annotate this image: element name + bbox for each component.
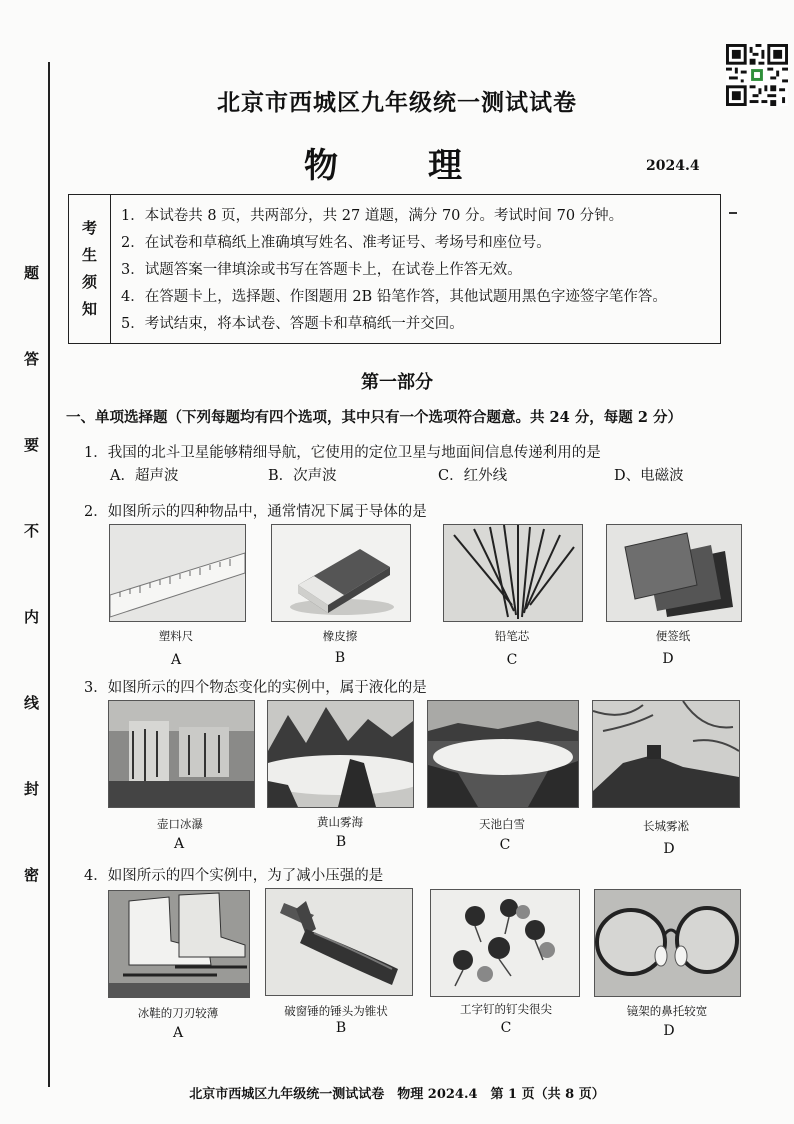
- margin-char: 要: [24, 436, 40, 454]
- caption-3a: 壶口冰瀑: [157, 817, 203, 831]
- caption-3c: 天池白雪: [479, 817, 525, 831]
- caption-2b: 橡皮擦: [322, 629, 358, 643]
- letter-3d: D: [663, 841, 675, 857]
- sea-of-clouds-photo: [267, 700, 414, 808]
- tianchi-snow-photo: [427, 700, 579, 808]
- option-d: D、电磁波: [614, 468, 684, 484]
- caption-2a: 塑料尺: [158, 629, 194, 643]
- margin-char: 题: [24, 264, 40, 282]
- notice-item: 1．本试卷共 8 页，共两部分，共 27 道题，满分 70 分。考试时间 70 分钟。: [121, 208, 624, 224]
- letter-4d: D: [663, 1023, 675, 1039]
- caption-2c: 铅笔芯: [494, 629, 530, 643]
- part-title: 第一部分: [361, 372, 433, 393]
- thumbtack-photo: [430, 889, 580, 997]
- section-title: 一、单项选择题（下列每题均有四个选项，其中只有一个选项符合题意。共 24 分，每题 2 分）: [66, 409, 682, 426]
- option-c: C．红外线: [438, 468, 508, 484]
- notice-item: 2．在试卷和草稿纸上准确填写姓名、准考证号、考场号和座位号。: [121, 235, 551, 251]
- caption-4d: 镜架的鼻托较宽: [626, 1004, 708, 1018]
- exam-date: 2024.4: [646, 158, 700, 174]
- letter-2d: D: [662, 651, 674, 667]
- glasses-photo: [594, 889, 741, 997]
- letter-2a: A: [170, 652, 182, 668]
- frozen-waterfall-photo: [108, 700, 255, 808]
- ice-skates-photo: [108, 890, 250, 998]
- notice-item: 4．在答题卡上，选择题、作图题用 2B 铅笔作答，其他试题用黑色字迹签字笔作答。: [121, 289, 667, 305]
- caption-4c: 工字钉的钉尖很尖: [460, 1002, 552, 1016]
- question-2: 2．如图所示的四种物品中，通常情况下属于导体的是: [84, 504, 427, 520]
- notice-item: 5．考试结束，将本试卷、答题卡和草稿纸一并交回。: [121, 316, 464, 332]
- notice-list: [121, 203, 716, 338]
- plastic-ruler-photo: [109, 524, 246, 622]
- caption-4b: 破窗锤的锤头为锥状: [284, 1004, 388, 1018]
- option-a: A．超声波: [110, 468, 179, 484]
- caption-3d: 长城雾凇: [643, 819, 689, 833]
- option-b: B．次声波: [268, 468, 337, 484]
- binding-line: [48, 62, 50, 1087]
- letter-3a: A: [173, 836, 185, 852]
- page-footer: 北京市西城区九年级统一测试试卷 物理 2024.4 第 1 页（共 8 页）: [189, 1087, 605, 1102]
- margin-char: 内: [24, 608, 40, 626]
- eraser-photo: [271, 524, 411, 622]
- great-wall-rime-photo: [592, 700, 740, 808]
- subject-title: 物 理: [304, 146, 490, 186]
- caption-4a: 冰鞋的刀刃较薄: [137, 1006, 219, 1020]
- letter-3b: B: [335, 834, 347, 850]
- margin-char: 封: [24, 780, 40, 798]
- question-4: 4．如图所示的四个实例中，为了减小压强的是: [84, 868, 384, 884]
- pencil-lead-photo: [443, 524, 583, 622]
- notice-item: 3．试题答案一律填涂或书写在答题卡上，在试卷上作答无效。: [121, 262, 522, 278]
- caption-3b: 黄山雾海: [317, 815, 363, 829]
- margin-char: 不: [24, 522, 40, 540]
- letter-4c: C: [500, 1020, 512, 1036]
- letter-4b: B: [335, 1020, 347, 1036]
- exam-notice-box: [68, 194, 721, 344]
- exam-title: 北京市西城区九年级统一测试试卷: [217, 89, 577, 116]
- letter-2b: B: [334, 650, 346, 666]
- window-breaker-hammer-photo: [265, 888, 413, 996]
- margin-char: 线: [24, 694, 40, 712]
- letter-2c: C: [506, 652, 518, 668]
- sticky-notes-photo: [606, 524, 742, 622]
- margin-char: 密: [24, 866, 40, 884]
- letter-4a: A: [172, 1025, 184, 1041]
- margin-dash: [729, 212, 737, 214]
- margin-char: 答: [24, 350, 40, 368]
- question-3: 3．如图所示的四个物态变化的实例中，属于液化的是: [84, 680, 427, 696]
- letter-3c: C: [499, 837, 511, 853]
- notice-label: 考 生 须 知: [69, 195, 111, 343]
- question-1: 1．我国的北斗卫星能够精细导航，它使用的定位卫星与地面间信息传递利用的是: [84, 445, 601, 461]
- caption-2d: 便签纸: [655, 629, 691, 643]
